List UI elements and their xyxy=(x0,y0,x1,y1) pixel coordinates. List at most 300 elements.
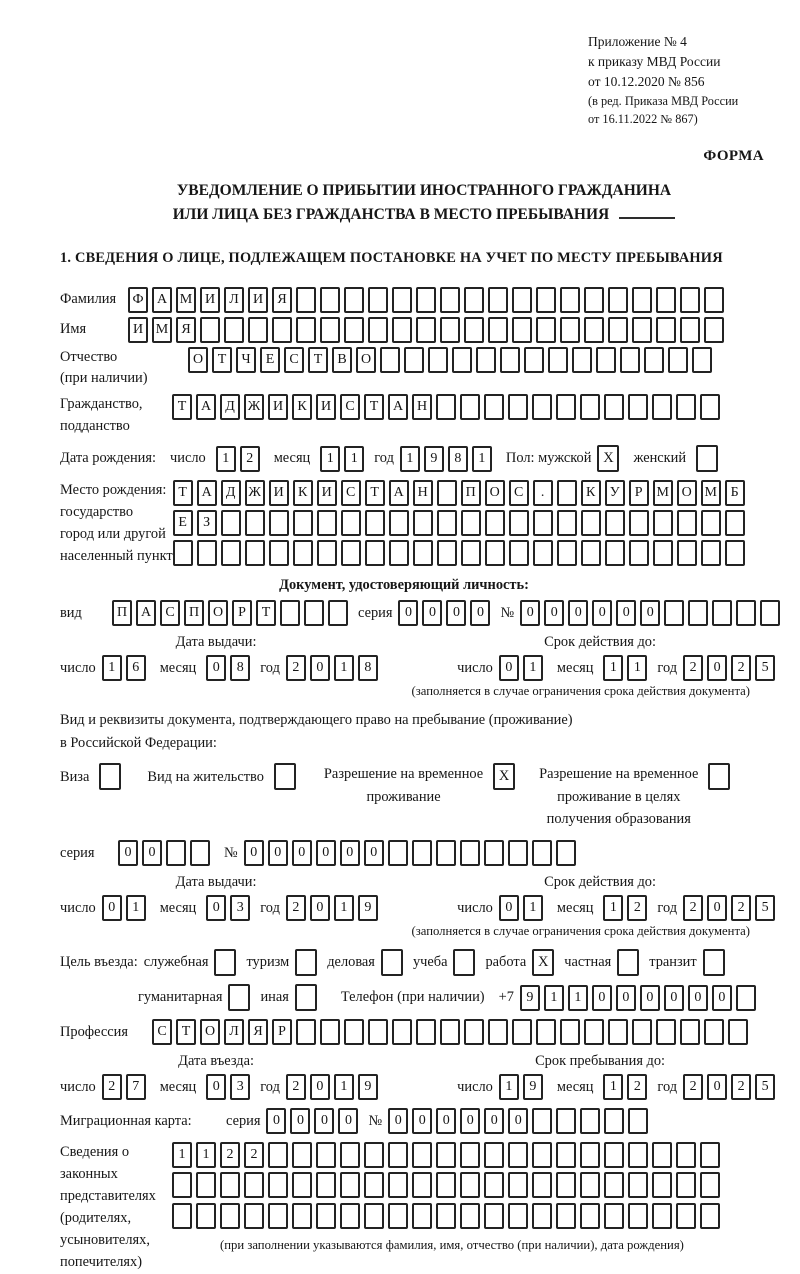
char-box[interactable]: С xyxy=(340,394,360,420)
char-box[interactable]: И xyxy=(128,317,148,343)
char-box[interactable]: 0 xyxy=(616,985,636,1011)
char-box[interactable] xyxy=(245,540,265,566)
char-box[interactable] xyxy=(620,347,640,373)
char-box[interactable]: 1 xyxy=(102,655,122,681)
char-box[interactable] xyxy=(416,1019,436,1045)
char-box[interactable]: 1 xyxy=(523,655,543,681)
char-box[interactable] xyxy=(292,1142,312,1168)
char-box[interactable] xyxy=(437,510,457,536)
char-box[interactable]: Т xyxy=(176,1019,196,1045)
char-box[interactable]: Л xyxy=(224,287,244,313)
char-box[interactable] xyxy=(221,510,241,536)
char-box[interactable] xyxy=(508,840,528,866)
char-box[interactable] xyxy=(416,317,436,343)
char-box[interactable] xyxy=(340,1172,360,1198)
char-box[interactable]: 0 xyxy=(310,655,330,681)
char-box[interactable] xyxy=(580,1142,600,1168)
char-box[interactable]: 0 xyxy=(244,840,264,866)
char-box[interactable] xyxy=(484,1172,504,1198)
char-box[interactable]: Т xyxy=(364,394,384,420)
char-box[interactable]: 0 xyxy=(142,840,162,866)
char-box[interactable] xyxy=(580,1108,600,1134)
char-box[interactable]: И xyxy=(200,287,220,313)
char-box[interactable] xyxy=(580,1172,600,1198)
char-box[interactable]: 2 xyxy=(627,895,647,921)
char-box[interactable]: 1 xyxy=(126,895,146,921)
char-box[interactable] xyxy=(677,540,697,566)
char-box[interactable]: 0 xyxy=(292,840,312,866)
char-box[interactable] xyxy=(268,1142,288,1168)
char-box[interactable]: У xyxy=(605,480,625,506)
char-box[interactable] xyxy=(688,600,708,626)
char-box[interactable]: 2 xyxy=(240,446,260,472)
char-box[interactable]: Ж xyxy=(244,394,264,420)
char-box[interactable]: 2 xyxy=(286,895,306,921)
char-box[interactable] xyxy=(452,347,472,373)
char-box[interactable]: 1 xyxy=(320,446,340,472)
char-box[interactable] xyxy=(608,287,628,313)
char-box[interactable] xyxy=(653,510,673,536)
char-box[interactable] xyxy=(701,540,721,566)
char-box[interactable] xyxy=(244,1172,264,1198)
char-box[interactable] xyxy=(437,540,457,566)
char-box[interactable]: О xyxy=(356,347,376,373)
char-box[interactable] xyxy=(629,540,649,566)
char-box[interactable] xyxy=(440,317,460,343)
char-box[interactable] xyxy=(580,1203,600,1229)
char-box[interactable]: 7 xyxy=(126,1074,146,1100)
char-box[interactable]: М xyxy=(701,480,721,506)
char-box[interactable]: 0 xyxy=(484,1108,504,1134)
char-box[interactable] xyxy=(244,1203,264,1229)
purpose-humanitarian-checkbox[interactable] xyxy=(228,984,250,1011)
char-box[interactable] xyxy=(173,540,193,566)
char-box[interactable]: Ч xyxy=(236,347,256,373)
char-box[interactable]: С xyxy=(509,480,529,506)
char-box[interactable]: 9 xyxy=(520,985,540,1011)
char-box[interactable] xyxy=(512,317,532,343)
char-box[interactable] xyxy=(296,287,316,313)
char-box[interactable] xyxy=(700,1142,720,1168)
char-box[interactable]: А xyxy=(136,600,156,626)
char-box[interactable]: Н xyxy=(413,480,433,506)
char-box[interactable]: 1 xyxy=(603,1074,623,1100)
char-box[interactable] xyxy=(221,540,241,566)
char-box[interactable] xyxy=(460,1203,480,1229)
char-box[interactable] xyxy=(580,394,600,420)
char-box[interactable]: 1 xyxy=(627,655,647,681)
char-box[interactable] xyxy=(190,840,210,866)
char-box[interactable] xyxy=(628,1203,648,1229)
char-box[interactable] xyxy=(628,394,648,420)
char-box[interactable] xyxy=(604,1108,624,1134)
char-box[interactable] xyxy=(557,480,577,506)
char-box[interactable] xyxy=(317,510,337,536)
char-box[interactable] xyxy=(460,840,480,866)
char-box[interactable] xyxy=(412,840,432,866)
char-box[interactable] xyxy=(344,287,364,313)
char-box[interactable] xyxy=(389,510,409,536)
char-box[interactable] xyxy=(220,1172,240,1198)
char-box[interactable]: 0 xyxy=(460,1108,480,1134)
char-box[interactable] xyxy=(536,287,556,313)
char-box[interactable] xyxy=(316,1203,336,1229)
char-box[interactable] xyxy=(664,600,684,626)
char-box[interactable]: Ф xyxy=(128,287,148,313)
char-box[interactable] xyxy=(413,510,433,536)
char-box[interactable] xyxy=(556,1142,576,1168)
char-box[interactable]: 0 xyxy=(340,840,360,866)
char-box[interactable]: Т xyxy=(256,600,276,626)
char-box[interactable] xyxy=(404,347,424,373)
char-box[interactable]: 9 xyxy=(523,1074,543,1100)
char-box[interactable]: 0 xyxy=(499,895,519,921)
char-box[interactable] xyxy=(464,317,484,343)
char-box[interactable] xyxy=(656,317,676,343)
char-box[interactable] xyxy=(292,1172,312,1198)
char-box[interactable] xyxy=(700,394,720,420)
char-box[interactable] xyxy=(380,347,400,373)
char-box[interactable]: 1 xyxy=(216,446,236,472)
char-box[interactable] xyxy=(704,287,724,313)
char-box[interactable]: 0 xyxy=(664,985,684,1011)
char-box[interactable]: 0 xyxy=(707,655,727,681)
char-box[interactable]: 1 xyxy=(400,446,420,472)
char-box[interactable] xyxy=(245,510,265,536)
char-box[interactable] xyxy=(292,1203,312,1229)
char-box[interactable]: . xyxy=(533,480,553,506)
char-box[interactable] xyxy=(556,1172,576,1198)
char-box[interactable]: 0 xyxy=(412,1108,432,1134)
char-box[interactable] xyxy=(484,1142,504,1168)
char-box[interactable] xyxy=(629,510,649,536)
char-box[interactable]: 0 xyxy=(707,895,727,921)
char-box[interactable] xyxy=(166,840,186,866)
char-box[interactable]: 9 xyxy=(358,895,378,921)
char-box[interactable]: А xyxy=(389,480,409,506)
char-box[interactable]: 1 xyxy=(603,895,623,921)
char-box[interactable] xyxy=(317,540,337,566)
char-box[interactable] xyxy=(560,1019,580,1045)
char-box[interactable]: О xyxy=(200,1019,220,1045)
char-box[interactable]: 0 xyxy=(290,1108,310,1134)
char-box[interactable] xyxy=(436,1203,456,1229)
char-box[interactable]: Н xyxy=(412,394,432,420)
char-box[interactable]: 2 xyxy=(286,655,306,681)
char-box[interactable]: К xyxy=(293,480,313,506)
char-box[interactable] xyxy=(413,540,433,566)
char-box[interactable]: 2 xyxy=(286,1074,306,1100)
char-box[interactable] xyxy=(508,394,528,420)
char-box[interactable]: Т xyxy=(173,480,193,506)
char-box[interactable] xyxy=(461,540,481,566)
char-box[interactable] xyxy=(725,540,745,566)
char-box[interactable] xyxy=(700,1203,720,1229)
char-box[interactable]: 2 xyxy=(731,895,751,921)
char-box[interactable]: 2 xyxy=(731,655,751,681)
char-box[interactable]: 0 xyxy=(568,600,588,626)
char-box[interactable]: 9 xyxy=(424,446,444,472)
char-box[interactable]: 0 xyxy=(310,895,330,921)
char-box[interactable]: И xyxy=(269,480,289,506)
char-box[interactable]: Р xyxy=(232,600,252,626)
char-box[interactable]: П xyxy=(461,480,481,506)
char-box[interactable] xyxy=(316,1172,336,1198)
char-box[interactable] xyxy=(572,347,592,373)
char-box[interactable]: К xyxy=(292,394,312,420)
char-box[interactable]: 3 xyxy=(230,895,250,921)
char-box[interactable] xyxy=(736,600,756,626)
char-box[interactable]: 1 xyxy=(344,446,364,472)
char-box[interactable]: А xyxy=(152,287,172,313)
char-box[interactable] xyxy=(220,1203,240,1229)
char-box[interactable] xyxy=(581,510,601,536)
char-box[interactable] xyxy=(460,1142,480,1168)
char-box[interactable]: 0 xyxy=(206,655,226,681)
char-box[interactable] xyxy=(536,317,556,343)
char-box[interactable] xyxy=(388,840,408,866)
char-box[interactable] xyxy=(341,540,361,566)
char-box[interactable]: 1 xyxy=(472,446,492,472)
char-box[interactable] xyxy=(412,1142,432,1168)
char-box[interactable]: 0 xyxy=(266,1108,286,1134)
char-box[interactable] xyxy=(293,510,313,536)
purpose-other-checkbox[interactable] xyxy=(295,984,317,1011)
female-checkbox[interactable] xyxy=(696,445,718,472)
char-box[interactable]: Р xyxy=(629,480,649,506)
char-box[interactable] xyxy=(197,540,217,566)
char-box[interactable] xyxy=(248,317,268,343)
char-box[interactable] xyxy=(604,1203,624,1229)
char-box[interactable] xyxy=(428,347,448,373)
char-box[interactable] xyxy=(608,317,628,343)
char-box[interactable]: 0 xyxy=(470,600,490,626)
char-box[interactable] xyxy=(440,1019,460,1045)
char-box[interactable]: 1 xyxy=(523,895,543,921)
char-box[interactable]: 2 xyxy=(220,1142,240,1168)
char-box[interactable]: Т xyxy=(212,347,232,373)
char-box[interactable]: С xyxy=(284,347,304,373)
char-box[interactable]: 0 xyxy=(520,600,540,626)
char-box[interactable]: 0 xyxy=(206,1074,226,1100)
char-box[interactable] xyxy=(316,1142,336,1168)
char-box[interactable]: 1 xyxy=(568,985,588,1011)
char-box[interactable] xyxy=(476,347,496,373)
char-box[interactable]: А xyxy=(197,480,217,506)
char-box[interactable] xyxy=(604,1142,624,1168)
char-box[interactable] xyxy=(296,1019,316,1045)
char-box[interactable] xyxy=(725,510,745,536)
char-box[interactable]: П xyxy=(112,600,132,626)
char-box[interactable] xyxy=(605,510,625,536)
char-box[interactable]: О xyxy=(188,347,208,373)
char-box[interactable] xyxy=(368,1019,388,1045)
char-box[interactable]: Д xyxy=(221,480,241,506)
char-box[interactable] xyxy=(584,1019,604,1045)
char-box[interactable] xyxy=(508,1142,528,1168)
char-box[interactable]: 0 xyxy=(338,1108,358,1134)
char-box[interactable]: 0 xyxy=(314,1108,334,1134)
char-box[interactable] xyxy=(536,1019,556,1045)
char-box[interactable]: 1 xyxy=(196,1142,216,1168)
char-box[interactable] xyxy=(364,1172,384,1198)
char-box[interactable] xyxy=(604,394,624,420)
char-box[interactable]: 0 xyxy=(102,895,122,921)
char-box[interactable]: 0 xyxy=(592,600,612,626)
char-box[interactable] xyxy=(680,317,700,343)
char-box[interactable]: 2 xyxy=(683,895,703,921)
char-box[interactable] xyxy=(653,540,673,566)
char-box[interactable] xyxy=(488,287,508,313)
char-box[interactable]: 1 xyxy=(334,655,354,681)
char-box[interactable]: Б xyxy=(725,480,745,506)
char-box[interactable]: 1 xyxy=(334,1074,354,1100)
char-box[interactable] xyxy=(632,317,652,343)
temp-residence-checkbox[interactable]: X xyxy=(493,763,515,790)
char-box[interactable]: 0 xyxy=(446,600,466,626)
char-box[interactable] xyxy=(460,394,480,420)
char-box[interactable]: З xyxy=(197,510,217,536)
char-box[interactable] xyxy=(389,540,409,566)
char-box[interactable] xyxy=(676,394,696,420)
char-box[interactable] xyxy=(412,1172,432,1198)
char-box[interactable] xyxy=(296,317,316,343)
char-box[interactable] xyxy=(464,287,484,313)
char-box[interactable]: 0 xyxy=(422,600,442,626)
char-box[interactable]: 0 xyxy=(712,985,732,1011)
char-box[interactable] xyxy=(272,317,292,343)
char-box[interactable] xyxy=(632,1019,652,1045)
char-box[interactable] xyxy=(524,347,544,373)
char-box[interactable]: О xyxy=(208,600,228,626)
char-box[interactable]: 6 xyxy=(126,655,146,681)
char-box[interactable] xyxy=(677,510,697,536)
char-box[interactable] xyxy=(488,1019,508,1045)
char-box[interactable]: А xyxy=(388,394,408,420)
char-box[interactable] xyxy=(344,1019,364,1045)
char-box[interactable] xyxy=(268,1172,288,1198)
char-box[interactable]: 2 xyxy=(102,1074,122,1100)
char-box[interactable]: 8 xyxy=(230,655,250,681)
char-box[interactable]: Л xyxy=(224,1019,244,1045)
char-box[interactable]: Р xyxy=(272,1019,292,1045)
char-box[interactable] xyxy=(340,1203,360,1229)
char-box[interactable]: О xyxy=(485,480,505,506)
char-box[interactable] xyxy=(652,1203,672,1229)
char-box[interactable] xyxy=(488,317,508,343)
char-box[interactable] xyxy=(269,540,289,566)
char-box[interactable]: 1 xyxy=(334,895,354,921)
char-box[interactable] xyxy=(581,540,601,566)
char-box[interactable] xyxy=(436,840,456,866)
char-box[interactable]: М xyxy=(176,287,196,313)
visa-checkbox[interactable] xyxy=(99,763,121,790)
char-box[interactable] xyxy=(604,1172,624,1198)
char-box[interactable] xyxy=(224,317,244,343)
char-box[interactable] xyxy=(532,840,552,866)
char-box[interactable] xyxy=(508,1203,528,1229)
char-box[interactable]: 8 xyxy=(358,655,378,681)
char-box[interactable] xyxy=(412,1203,432,1229)
char-box[interactable] xyxy=(172,1203,192,1229)
char-box[interactable] xyxy=(461,510,481,536)
char-box[interactable] xyxy=(368,317,388,343)
char-box[interactable] xyxy=(512,1019,532,1045)
char-box[interactable]: И xyxy=(248,287,268,313)
char-box[interactable] xyxy=(680,1019,700,1045)
char-box[interactable]: 1 xyxy=(499,1074,519,1100)
char-box[interactable]: Е xyxy=(260,347,280,373)
char-box[interactable] xyxy=(712,600,732,626)
char-box[interactable]: Д xyxy=(220,394,240,420)
char-box[interactable]: В xyxy=(332,347,352,373)
char-box[interactable] xyxy=(560,317,580,343)
char-box[interactable]: 0 xyxy=(616,600,636,626)
male-checkbox[interactable]: X xyxy=(597,445,619,472)
char-box[interactable] xyxy=(652,1142,672,1168)
char-box[interactable]: 0 xyxy=(364,840,384,866)
char-box[interactable] xyxy=(416,287,436,313)
char-box[interactable] xyxy=(388,1203,408,1229)
char-box[interactable] xyxy=(320,317,340,343)
char-box[interactable] xyxy=(392,317,412,343)
char-box[interactable] xyxy=(557,510,577,536)
char-box[interactable]: 0 xyxy=(268,840,288,866)
purpose-transit-checkbox[interactable] xyxy=(703,949,725,976)
char-box[interactable] xyxy=(344,317,364,343)
char-box[interactable] xyxy=(293,540,313,566)
purpose-official-checkbox[interactable] xyxy=(214,949,236,976)
char-box[interactable]: 2 xyxy=(627,1074,647,1100)
char-box[interactable] xyxy=(392,1019,412,1045)
char-box[interactable] xyxy=(628,1108,648,1134)
char-box[interactable]: 0 xyxy=(436,1108,456,1134)
char-box[interactable]: Я xyxy=(176,317,196,343)
char-box[interactable]: 5 xyxy=(755,655,775,681)
char-box[interactable]: 0 xyxy=(499,655,519,681)
char-box[interactable] xyxy=(584,287,604,313)
char-box[interactable] xyxy=(557,540,577,566)
char-box[interactable] xyxy=(436,1172,456,1198)
char-box[interactable] xyxy=(485,540,505,566)
char-box[interactable]: 0 xyxy=(592,985,612,1011)
char-box[interactable]: Т xyxy=(308,347,328,373)
char-box[interactable] xyxy=(392,287,412,313)
char-box[interactable] xyxy=(704,317,724,343)
purpose-study-checkbox[interactable] xyxy=(453,949,475,976)
char-box[interactable] xyxy=(556,394,576,420)
char-box[interactable] xyxy=(436,1142,456,1168)
char-box[interactable] xyxy=(596,347,616,373)
char-box[interactable] xyxy=(460,1172,480,1198)
char-box[interactable] xyxy=(556,840,576,866)
char-box[interactable] xyxy=(676,1203,696,1229)
char-box[interactable] xyxy=(388,1172,408,1198)
char-box[interactable]: Я xyxy=(248,1019,268,1045)
char-box[interactable]: М xyxy=(653,480,673,506)
char-box[interactable] xyxy=(628,1172,648,1198)
char-box[interactable]: С xyxy=(160,600,180,626)
char-box[interactable] xyxy=(440,287,460,313)
char-box[interactable]: 0 xyxy=(707,1074,727,1100)
purpose-private-checkbox[interactable] xyxy=(617,949,639,976)
residence-permit-checkbox[interactable] xyxy=(274,763,296,790)
char-box[interactable] xyxy=(760,600,780,626)
char-box[interactable] xyxy=(652,1172,672,1198)
char-box[interactable] xyxy=(608,1019,628,1045)
char-box[interactable]: 0 xyxy=(544,600,564,626)
char-box[interactable] xyxy=(512,287,532,313)
